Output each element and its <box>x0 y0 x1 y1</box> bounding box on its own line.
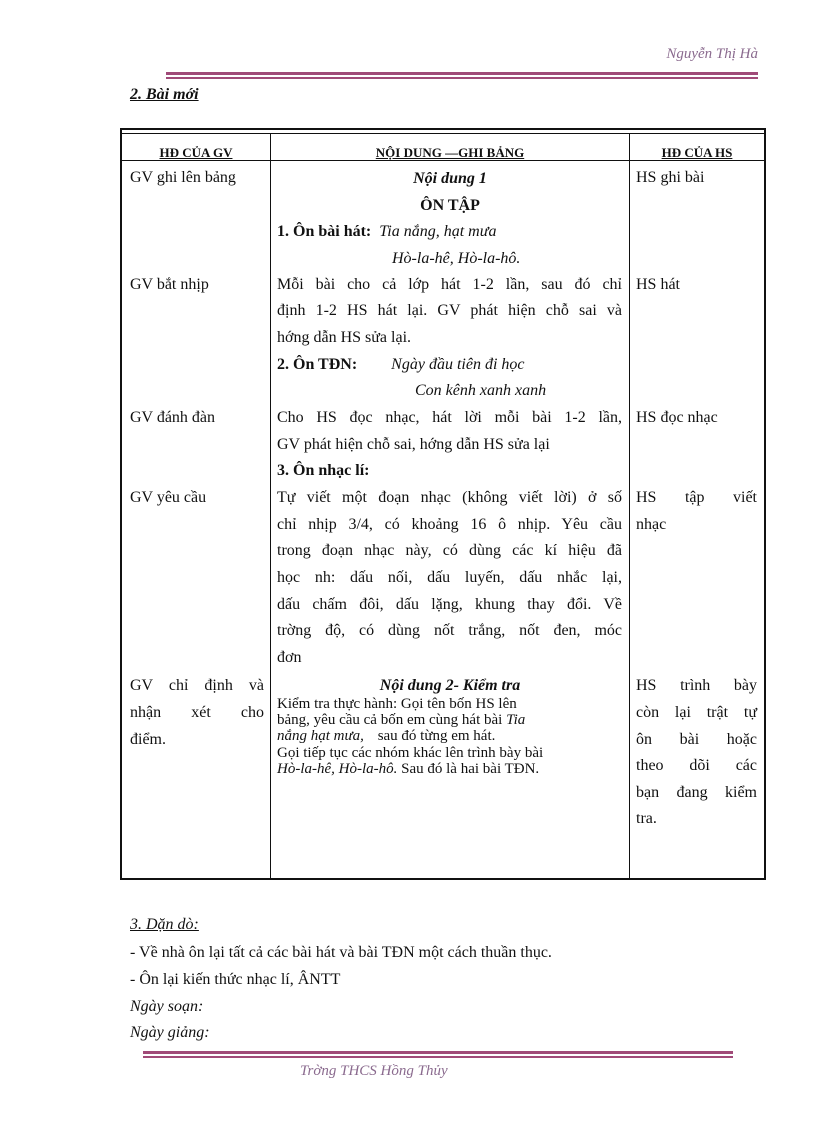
teacher-activity: GV bắt nhịp <box>130 276 209 293</box>
song-title: Tia nắng, hạt mưa <box>379 223 497 240</box>
teacher-activity: GV yêu cầu <box>130 489 207 506</box>
check-paragraph <box>277 761 539 777</box>
content-paragraph: dấu chấm đôi, dấu lặng, khung thay đổi. Về <box>277 596 622 613</box>
song-title: nắng hạt mưa, <box>277 728 364 744</box>
review-songs <box>277 219 496 246</box>
teacher-activity: GV chỉ định và <box>130 677 264 694</box>
student-activity: HS hát <box>636 276 680 293</box>
item-1-label: 1. Ôn bài hát: <box>277 223 372 240</box>
homework-item: - Về nhà ôn lại tất cả các bài hát và bài TĐN một cách thuần thục. <box>130 944 552 961</box>
song-title: Ngày đầu tiên đi học <box>391 356 525 373</box>
student-activity: HS tập viết <box>636 489 757 506</box>
check-text: Sau đó là hai bài TĐN. <box>401 761 540 777</box>
footer-rule-thin <box>143 1056 733 1058</box>
check-paragraph: Kiểm tra thực hành: Gọi tên bốn HS lên <box>277 696 517 712</box>
content-paragraph: trờng độ, có dùng nốt trắng, nốt đen, móc <box>277 622 622 639</box>
song-title: Hò-la-hê, Hò-la-hô. <box>277 761 398 777</box>
student-activity: tra. <box>636 810 657 827</box>
teacher-activity: điểm. <box>130 731 166 748</box>
date-prepared: Ngày soạn: <box>130 998 204 1015</box>
header-content: NỘI DUNG —GHI BẢNG <box>375 145 525 160</box>
content-paragraph: đơn <box>277 649 302 666</box>
date-taught: Ngày giảng: <box>130 1024 210 1041</box>
item-3-label: 3. Ôn nhạc lí: <box>277 462 370 479</box>
student-activity: HS đọc nhạc <box>636 409 718 426</box>
student-activity: HS trình bày <box>636 677 757 694</box>
review-heading: ÔN TẬP <box>420 197 480 214</box>
content-paragraph: GV phát hiện chỗ sai, hớng dẫn HS sửa lại <box>277 436 550 453</box>
check-text: sau đó từng em hát. <box>377 728 496 744</box>
student-activity: nhạc <box>636 516 667 533</box>
content-2-title: Nội dung 2- Kiểm tra <box>379 677 521 694</box>
teacher-activity: nhận xét cho <box>130 704 264 721</box>
content-paragraph: Cho HS đọc nhạc, hát lời mỗi bài 1-2 lần, <box>277 409 622 426</box>
content-paragraph: định 1-2 HS hát lại. GV phát hiện chỗ sai và <box>277 302 622 319</box>
column-divider <box>629 133 630 880</box>
content-paragraph: hớng dẫn HS sửa lại. <box>277 329 412 346</box>
author-name: Nguyễn Thị Hà <box>666 46 758 62</box>
school-name: Trờng THCS Hồng Thủy <box>300 1063 448 1079</box>
teacher-activity: GV đánh đàn <box>130 409 216 426</box>
column-divider <box>270 133 271 880</box>
content-paragraph: học nh: dấu nối, dấu luyến, dấu nhắc lại, <box>277 569 622 586</box>
student-activity: theo dõi các <box>636 757 757 774</box>
content-paragraph: Tự viết một đoạn nhạc (không viết lời) ở số <box>277 489 622 506</box>
student-activity: ôn bài hoặc <box>636 731 757 748</box>
student-activity: HS ghi bài <box>636 169 705 186</box>
content-1-title: Nội dung 1 <box>413 170 487 187</box>
content-paragraph: trong đoạn nhạc này, có dùng các kí hiệu đã <box>277 542 622 559</box>
student-activity: bạn đang kiểm <box>636 784 757 801</box>
homework-item: - Ôn lại kiến thức nhạc lí, ÂNTT <box>130 971 341 988</box>
header-student: HĐ CỦA HS <box>661 145 733 160</box>
footer-rule <box>143 1051 733 1054</box>
content-paragraph: Mỗi bài cho cả lớp hát 1-2 lần, sau đó chỉ <box>277 276 622 293</box>
solfege-review <box>277 352 524 379</box>
song-title: Hò-la-hê, Hò-la-hô. <box>392 250 521 267</box>
header-rule <box>166 72 758 75</box>
song-title: Tia <box>506 712 526 728</box>
check-paragraph <box>277 712 525 728</box>
song-title: Con kênh xanh xanh <box>415 382 547 399</box>
content-paragraph: chỉ nhịp 3/4, có khoảng 16 ô nhịp. Yêu cầu <box>277 516 622 533</box>
check-paragraph: Gọi tiếp tục các nhóm khác lên trình bày bài <box>277 745 544 761</box>
check-text: bảng, yêu cầu cả bốn em cùng hát bài <box>277 712 503 728</box>
section-title-homework: 3. Dặn dò: <box>130 916 199 933</box>
item-2-label: 2. Ôn TĐN: <box>277 356 358 373</box>
section-title-new-lesson: 2. Bài mới <box>130 86 199 103</box>
student-activity: còn lại trật tự <box>636 704 757 721</box>
table-inner-border <box>122 133 764 134</box>
check-paragraph <box>277 728 495 744</box>
header-teacher: HĐ CỦA GV <box>159 145 233 160</box>
teacher-activity: GV ghi lên bảng <box>130 169 236 186</box>
header-rule-thin <box>166 77 758 79</box>
